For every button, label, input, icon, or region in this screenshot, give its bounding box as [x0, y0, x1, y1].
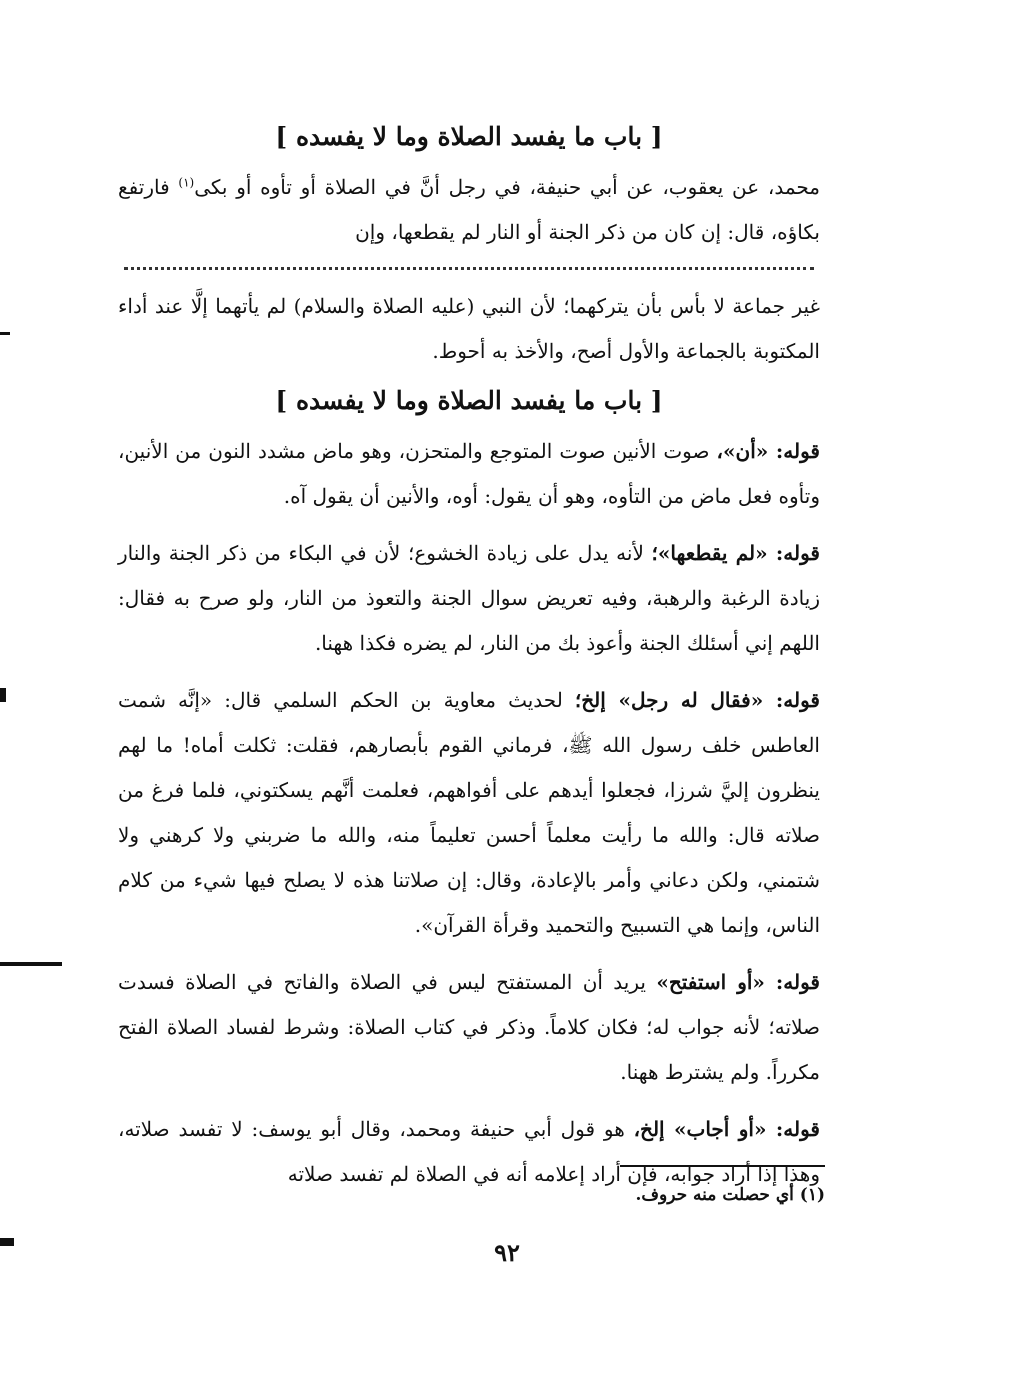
commentary-text: يريد أن المستفتح ليس في الصلاة والفاتح في الصلاة فسدت صلاته؛ لأنه جواب له؛ فكان كلاماً. وذكر في كتاب الصلاة: وشرط لفساد الصلاة الفتح مكرراً. ولم يشترط ههنا. — [118, 970, 820, 1084]
commentary-paragraph — [118, 960, 820, 1095]
commentary-text: هو قول أبي حنيفة ومحمد، وقال أبو يوسف: لا تفسد صلاته، وهذا إذا أراد جوابه، فإن أراد إعلامه أنه في الصلاة لم تفسد صلاته — [118, 1117, 820, 1186]
dotted-separator — [124, 267, 814, 270]
page-body — [118, 110, 820, 1209]
commentary-key: قوله: «أو أجاب» إلخ، — [633, 1117, 820, 1141]
chapter-heading-text: [ باب ما يفسد الصلاة وما لا يفسده ] — [275, 122, 663, 151]
main-text-continued: فارتفع بكاؤه، قال: إن كان من ذكر الجنة أو النار لم يقطعها، وإن — [118, 175, 820, 244]
commentary-paragraph — [118, 531, 820, 666]
main-text: محمد، عن يعقوب، عن أبي حنيفة، في رجل أنَّ في الصلاة أو تأوه أو بكى — [194, 175, 821, 199]
commentary-text: لأنه يدل على زيادة الخشوع؛ لأن في البكاء من ذكر الجنة والنار زيادة الرغبة والرهبة، وفيه تعريض سوال الجنة والتعوذ من النار، ولو صرح به فقال: اللهم إني أسئلك الجنة وأعوذ بك من النار، لم يضره فكذا ههنا. — [118, 541, 820, 655]
commentary-key: قوله: «لم يقطعها»؛ — [651, 541, 820, 565]
commentary-key: قوله: «أو استفتح» — [656, 970, 820, 994]
main-text-paragraph — [118, 165, 820, 255]
commentary-paragraph — [118, 1107, 820, 1197]
commentary-key: قوله: «فقال له رجل» إلخ؛ — [574, 688, 820, 712]
footnote: (١) أي حصلت منه حروف. — [635, 1185, 825, 1205]
chapter-heading-commentary: [ باب ما يفسد الصلاة وما لا يفسده ] — [275, 386, 663, 415]
footnote-rule — [620, 1165, 825, 1167]
scan-margin-mark — [0, 962, 62, 966]
page-number: ٩٢ — [494, 1238, 520, 1267]
commentary-paragraph — [118, 678, 820, 948]
commentary-text: لحديث معاوية بن الحكم السلمي قال: «إنَّه شمت العاطس خلف رسول الله ﷺ، فرماني القوم بأبصارهم، فقلت: ثكلت أماه! ما لهم ينظرون إليَّ شرزا، فجعلوا أيدهم على أفواههم، فعلمت أنَّهم يسكتوني، فلما فرغ من صلاته قال: والله ما رأيت معلماً أحسن تعليماً منه، والله ما ضربني ولا كرهني ولا شتمني، ولكن دعاني وأمر بالإعادة، وقال: إن صلاتنا هذه لا يصلح فيها شيء من كلام الناس، وإنما هي التسبيح والتحميد وقرأة القرآن». — [118, 688, 820, 937]
commentary-continuation: غير جماعة لا بأس بأن يتركهما؛ لأن النبي (عليه الصلاة والسلام) لم يأتهما إلَّا عند أداء المكتوبة بالجماعة والأول أصح، والأخذ به أحوط. — [118, 294, 820, 363]
footnote-reference: (١) — [178, 175, 195, 190]
commentary-paragraph — [118, 429, 820, 519]
commentary-text: صوت الأنين صوت المتوجع والمتحزن، وهو ماض مشدد النون من الأنين، وتأوه فعل ماض من التأوه، وهو أن يقول: أوه، والأنين أن يقول آه. — [118, 439, 820, 508]
scan-margin-mark — [0, 1238, 14, 1246]
scan-margin-mark — [0, 332, 10, 335]
commentary-key: قوله: «أن»، — [716, 439, 820, 463]
scan-margin-mark — [0, 688, 6, 702]
